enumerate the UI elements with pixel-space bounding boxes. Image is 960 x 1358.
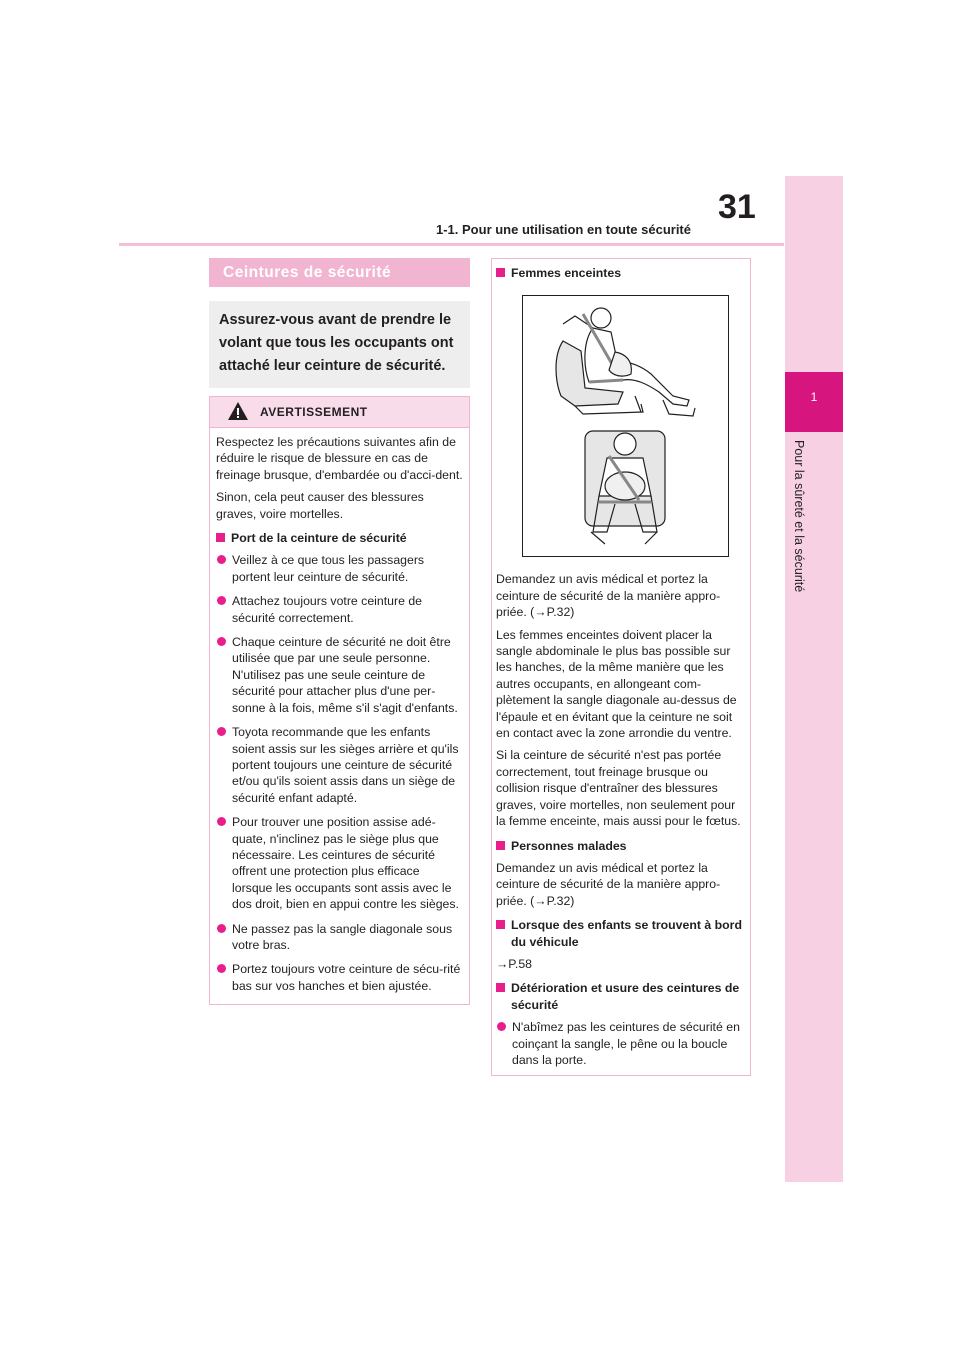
round-bullet-icon xyxy=(217,964,226,973)
chapter-side-tab xyxy=(785,176,843,1182)
warning-box xyxy=(209,396,470,1005)
round-bullet-icon xyxy=(217,555,226,564)
round-bullet-icon xyxy=(497,1022,506,1031)
page-reference-link[interactable]: P.32) xyxy=(546,893,575,908)
square-bullet-icon xyxy=(496,268,505,277)
list-item: Portez toujours votre ceinture de sécu-rité bas sur vos hanches et bien ajustée. xyxy=(216,961,463,994)
heading-pregnant: Femmes enceintes xyxy=(496,265,744,281)
heading-wear: Détérioration et usure des ceintures de sécurité xyxy=(496,980,744,1013)
pregnant-paragraph-3: Si la ceinture de sécurité n'est pas portée correctement, tout freinage brusque ou collision risque d'entraîner des blessures graves, voire mortelles, non seulement pour la femme enceinte, mais aussi pour le fœtus. xyxy=(496,748,741,829)
arrow-right-icon: → xyxy=(534,893,547,908)
ill-paragraph: Demandez un avis médical et portez la ceinture de sécurité de la manière appro-priée. (→P.32) xyxy=(496,860,721,908)
lead-text: Assurez-vous avant de prendre le volant que tous les occupants ont attaché leur ceinture de sécurité. xyxy=(209,301,470,388)
list-item: Pour trouver une position assise adé-quate, n'inclinez pas le siège plus que nécessaire. Les ceintures de sécurité offrent une protection plus efficace lorsque les occupants sont assis avec le dos droit, bien en appui contre les sièges. xyxy=(216,814,463,912)
square-bullet-icon xyxy=(496,841,505,850)
chapter-title: Pour la sûreté et la sécurité xyxy=(792,440,806,593)
warning-heading xyxy=(216,530,463,546)
page-reference-link[interactable]: P.32) xyxy=(546,605,575,620)
round-bullet-icon xyxy=(217,924,226,933)
list-item: Veillez à ce que tous les passagers portent leur ceinture de sécurité. xyxy=(216,552,463,585)
chapter-number: 1 xyxy=(810,390,818,404)
seatbelt-illustration-icon xyxy=(523,296,728,556)
square-bullet-icon xyxy=(496,920,505,929)
round-bullet-icon xyxy=(217,596,226,605)
pregnant-paragraph-2: Les femmes enceintes doivent placer la sangle abdominale le plus bas possible sur les hanches, de la même manière que les autres occupants, en allongeant com-plètement la sangle diagonale au-dessus de l'épaule et en évitant que la ceinture ne soit en contact avec la zone arrondie du ventre. xyxy=(496,627,737,741)
pregnant-paragraph-1: Demandez un avis médical et portez la ceinture de sécurité de la manière appro-priée. (→P.32) xyxy=(496,572,721,620)
arrow-right-icon: → xyxy=(496,956,509,971)
round-bullet-icon xyxy=(217,637,226,646)
pregnant-seatbelt-illustration xyxy=(522,295,729,557)
round-bullet-icon xyxy=(217,817,226,826)
arrow-right-icon: → xyxy=(534,605,547,620)
square-bullet-icon xyxy=(496,983,505,992)
warning-heading-text: Port de la ceinture de sécurité xyxy=(231,531,407,546)
list-item: Toyota recommande que les enfants soient assis sur les sièges arrière et qu'ils portent toujours une ceinture de sécurité et/ou qu'ils soient assis dans un siège de sécurité enfant adapté. xyxy=(216,724,463,806)
warning-body xyxy=(210,428,469,994)
left-column xyxy=(209,258,470,1005)
warning-label: AVERTISSEMENT xyxy=(260,405,368,419)
list-item: Attachez toujours votre ceinture de sécurité correctement. xyxy=(216,593,463,626)
page-reference-link[interactable]: P.58 xyxy=(508,956,533,971)
warning-intro-2: Sinon, cela peut causer des blessures graves, voire mortelles. xyxy=(216,490,424,521)
round-bullet-icon xyxy=(217,727,226,736)
page-number: 31 xyxy=(718,188,756,226)
list-item: N'abîmez pas les ceintures de sécurité en coinçant la sangle, le pêne ou la boucle dans la porte. xyxy=(496,1019,744,1068)
header-rule xyxy=(119,243,784,246)
square-bullet-icon xyxy=(216,533,225,542)
warning-header xyxy=(210,397,469,428)
warning-triangle-icon xyxy=(227,401,249,421)
right-column xyxy=(491,258,751,1076)
heading-children: Lorsque des enfants se trouvent à bord du véhicule xyxy=(496,917,744,950)
running-title: 1-1. Pour une utilisation en toute sécurité xyxy=(436,222,691,237)
section-title: Ceintures de sécurité xyxy=(209,258,470,287)
list-item: Chaque ceinture de sécurité ne doit être utilisée que par une seule personne. N'utilisez pas une seule ceinture de sécurité pour attacher plus d'une per-sonne à la fois, même s'il s'agit d'enfants. xyxy=(216,634,463,716)
children-reference xyxy=(496,956,744,972)
heading-ill: Personnes malades xyxy=(496,838,744,854)
warning-intro-1: Respectez les précautions suivantes afin de réduire le risque de blessure en cas de freinage brusque, d'embardée ou d'acci-dent. xyxy=(216,435,463,482)
list-item: Ne passez pas la sangle diagonale sous votre bras. xyxy=(216,921,463,954)
